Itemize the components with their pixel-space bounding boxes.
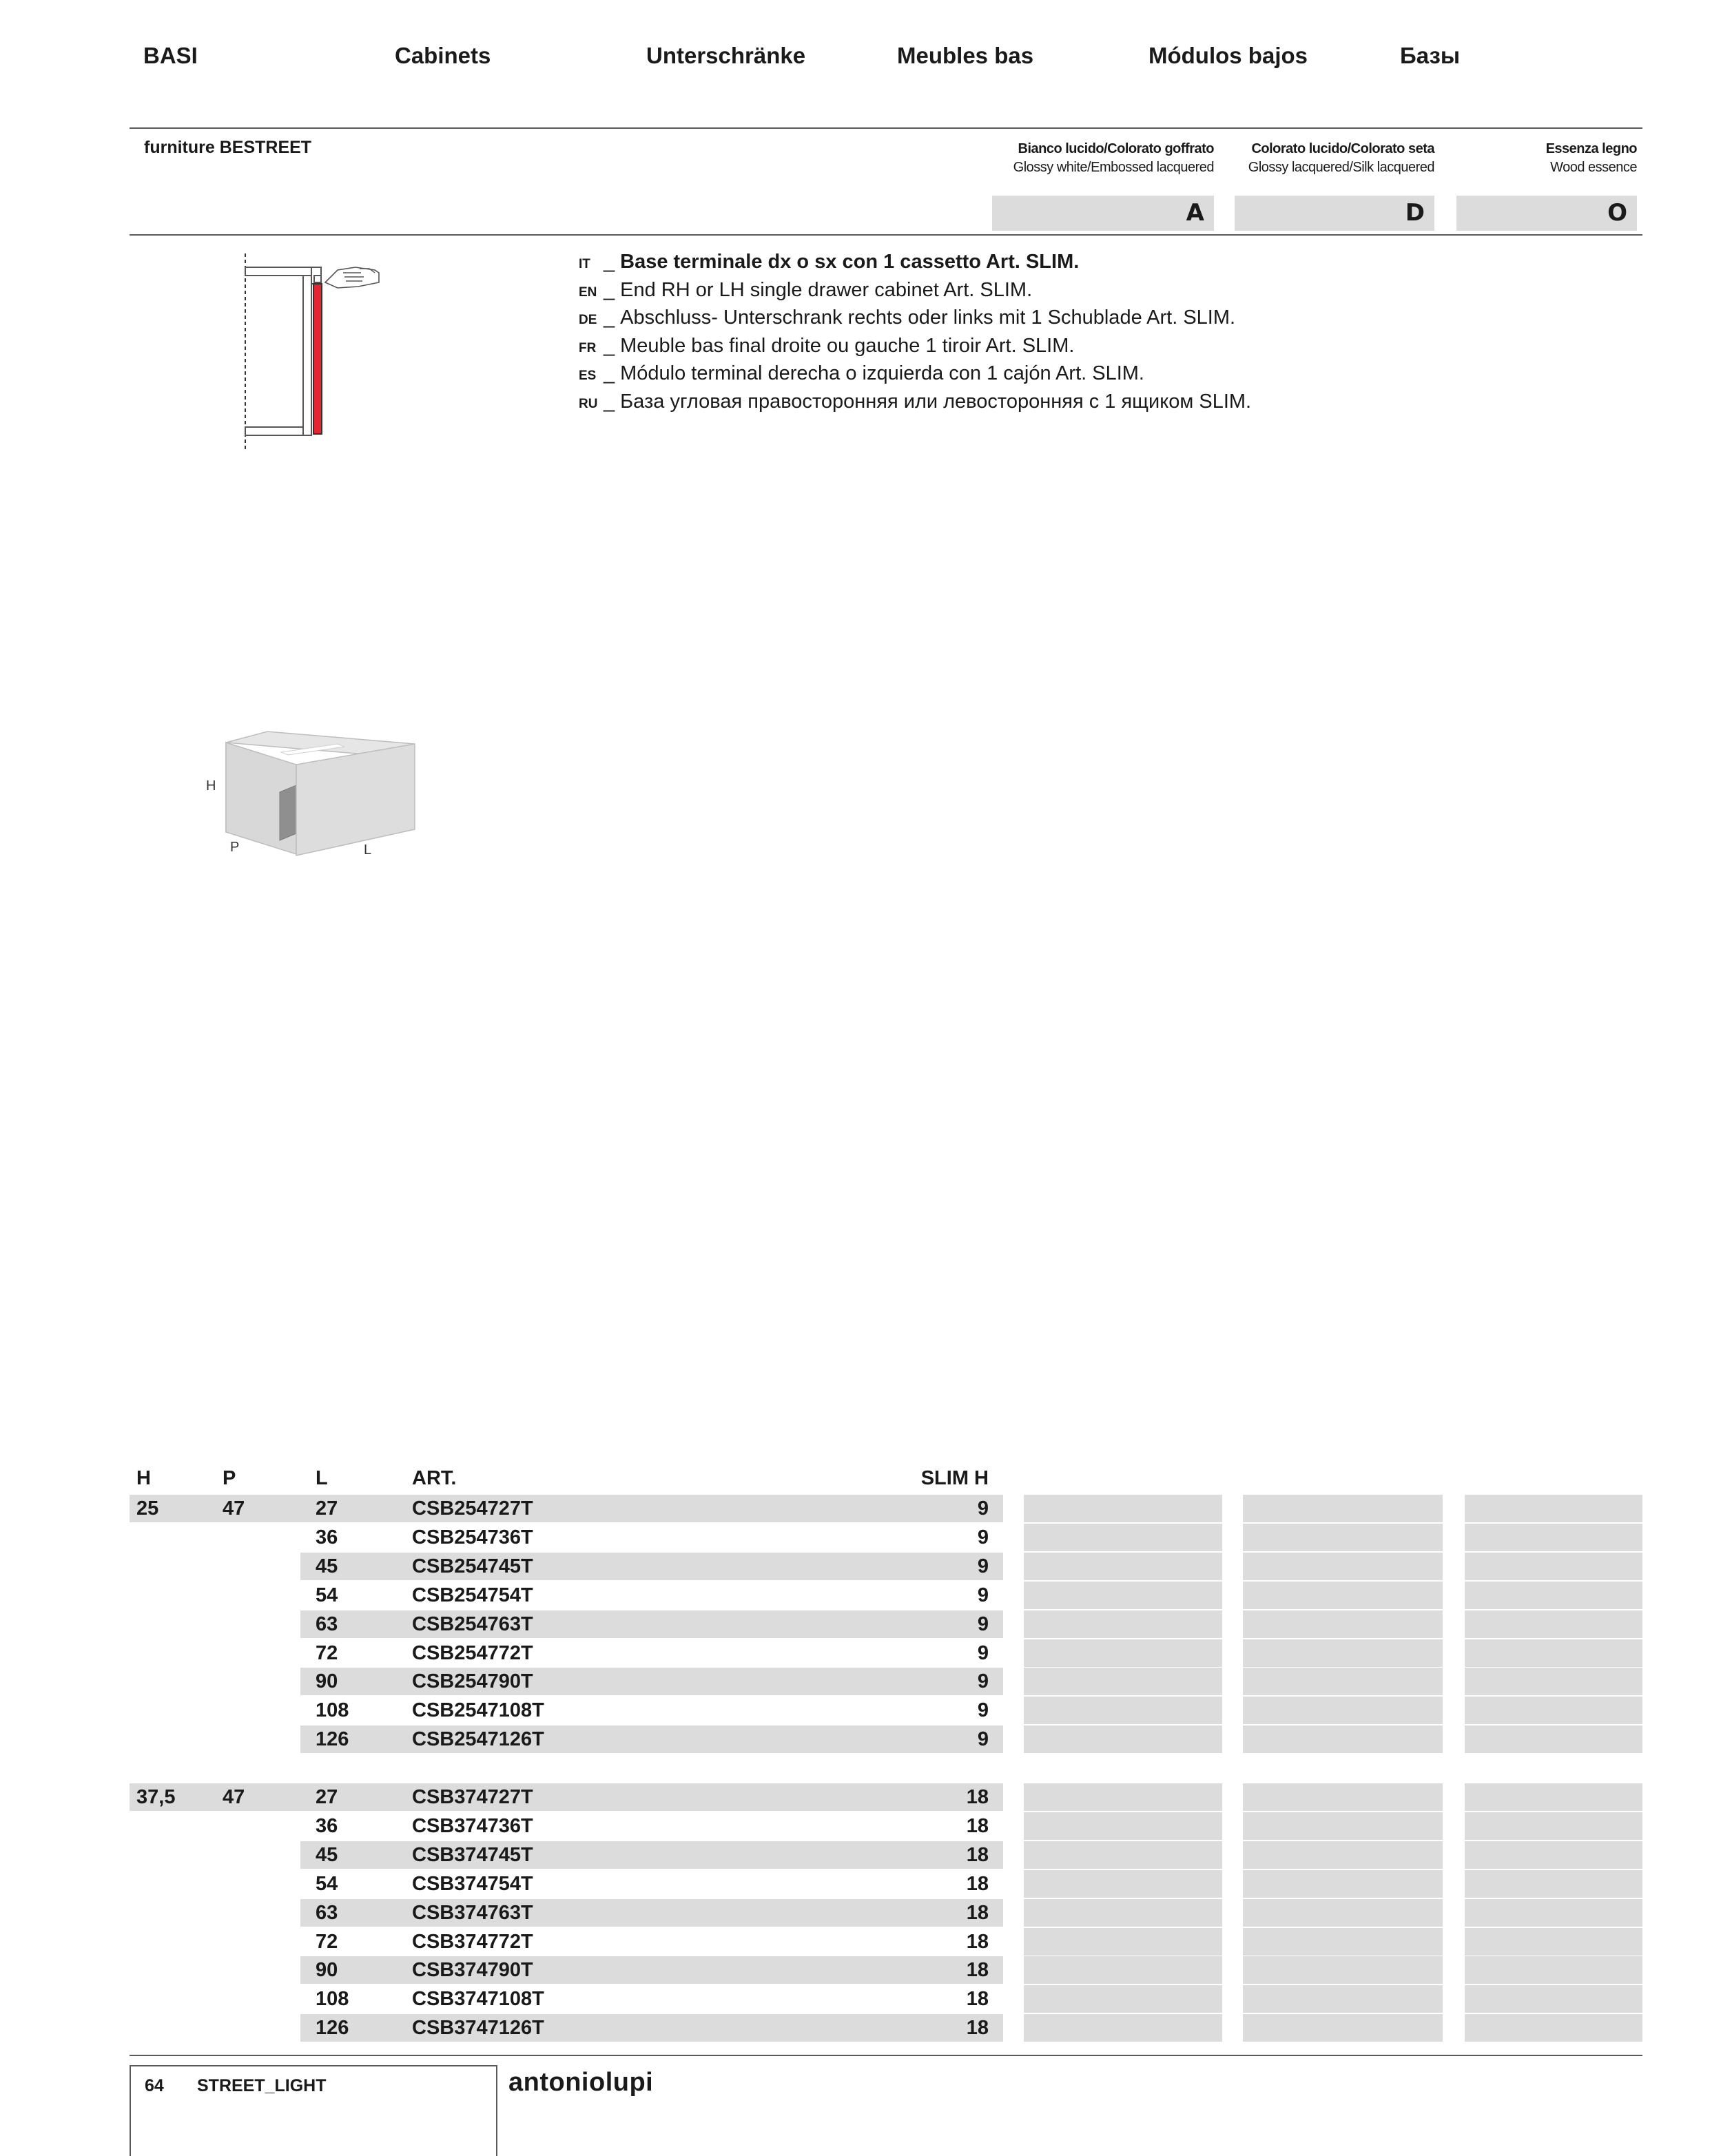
finish-d-cell (1243, 1495, 1443, 1522)
finish-a-cell (1024, 1956, 1222, 1984)
finish-o-cell (1465, 2014, 1642, 2042)
table-row (130, 1610, 1642, 1638)
finish-a-cell (1024, 1639, 1222, 1667)
finish-o-cell (1465, 1668, 1642, 1695)
dimension-label-l: L (364, 842, 372, 858)
cell-art: CSB254745T (412, 1555, 533, 1577)
finish-name: Essenza legno (1545, 141, 1637, 156)
finish-o-cell (1465, 1524, 1642, 1551)
table-row (130, 2014, 1642, 2042)
cell-slim-h: 18 (966, 1959, 989, 1982)
cell-art: CSB3747126T (412, 2017, 544, 2040)
cell-slim-h: 9 (977, 1497, 989, 1520)
cell-art: CSB374772T (412, 1930, 533, 1953)
finish-o-cell (1465, 1553, 1642, 1580)
footer-divider (130, 2055, 1642, 2056)
cell-slim-h: 18 (966, 1843, 989, 1866)
finish-o-cell (1465, 1697, 1642, 1724)
finish-subtitle: Glossy white/Embossed lacquered (1013, 160, 1214, 175)
cell-h: 37,5 (136, 1786, 176, 1808)
finish-a-cell (1024, 1899, 1222, 1927)
finish-a-cell (1024, 1668, 1222, 1695)
finish-d-cell (1243, 1697, 1443, 1724)
table-row (130, 1553, 1642, 1580)
cell-l: 36 (316, 1526, 338, 1548)
table-row (130, 1812, 1642, 1840)
cell-l: 27 (316, 1786, 338, 1808)
cell-slim-h: 9 (977, 1584, 989, 1606)
cell-art: CSB254727T (412, 1497, 533, 1520)
finish-o-cell (1465, 1610, 1642, 1638)
table-row (130, 1668, 1642, 1695)
table-header-slim-h: SLIM H (920, 1467, 989, 1489)
finish-code-a: A (992, 196, 1214, 231)
cell-slim-h: 9 (977, 1699, 989, 1722)
finish-divider (130, 234, 1642, 236)
table-header-p: P (223, 1467, 236, 1489)
cell-slim-h: 18 (966, 1872, 989, 1895)
finish-header-d (1235, 140, 1434, 177)
description-es: ES _ Módulo terminal derecha o izquierda con 1 cajón Art. SLIM. (579, 362, 1144, 384)
finish-a-cell (1024, 1985, 1222, 2013)
cell-art: CSB374727T (412, 1786, 533, 1808)
cell-l: 72 (316, 1930, 338, 1953)
collection-label: furniture BESTREET (144, 138, 312, 157)
finish-d-cell (1243, 1870, 1443, 1898)
finish-d-cell (1243, 1899, 1443, 1927)
cell-l: 45 (316, 1843, 338, 1866)
finish-d-cell (1243, 1553, 1443, 1580)
finish-o-cell (1465, 1639, 1642, 1667)
cell-slim-h: 9 (977, 1526, 989, 1548)
finish-o-cell (1465, 1899, 1642, 1927)
header-tab-meubles-bas: Meubles bas (897, 43, 1034, 68)
cell-slim-h: 9 (977, 1728, 989, 1751)
finish-a-cell (1024, 1841, 1222, 1869)
cell-slim-h: 9 (977, 1613, 989, 1635)
cell-h: 25 (136, 1497, 159, 1520)
finish-o-cell (1465, 1841, 1642, 1869)
finish-header-a (992, 140, 1214, 177)
finish-o-cell (1465, 1582, 1642, 1609)
cell-l: 36 (316, 1814, 338, 1837)
finish-d-cell (1243, 1725, 1443, 1753)
cell-l: 126 (316, 1728, 349, 1751)
finish-a-cell (1024, 1582, 1222, 1609)
cell-l: 54 (316, 1584, 338, 1606)
table-row (130, 1841, 1642, 1869)
header-tab-cabinets: Cabinets (395, 43, 491, 68)
finish-subtitle: Wood essence (1550, 160, 1637, 175)
table-row (130, 1956, 1642, 1984)
dimension-label-h: H (206, 778, 216, 794)
finish-a-cell (1024, 1783, 1222, 1811)
table-row (130, 1783, 1642, 1811)
finish-a-cell (1024, 1524, 1222, 1551)
finish-o-cell (1465, 1783, 1642, 1811)
row-stripe (130, 1495, 1003, 1522)
finish-a-cell (1024, 1553, 1222, 1580)
table-row (130, 1928, 1642, 1956)
table-row (130, 1582, 1642, 1609)
section-name: STREET_LIGHT (197, 2076, 327, 2095)
finish-d-cell (1243, 1812, 1443, 1840)
finish-a-cell (1024, 1725, 1222, 1753)
cell-l: 45 (316, 1555, 338, 1577)
finish-d-cell (1243, 1639, 1443, 1667)
cell-slim-h: 18 (966, 1814, 989, 1837)
cell-art: CSB254772T (412, 1641, 533, 1664)
cell-slim-h: 18 (966, 2017, 989, 2040)
brand-logo: antoniolupi (508, 2068, 654, 2097)
finish-d-cell (1243, 1524, 1443, 1551)
header-divider (130, 127, 1642, 129)
page-number: 64 (145, 2076, 164, 2095)
table-row (130, 1524, 1642, 1551)
cell-slim-h: 18 (966, 1988, 989, 2011)
finish-name: Colorato lucido/Colorato seta (1251, 141, 1434, 156)
cell-l: 63 (316, 1901, 338, 1924)
finish-code-o: O (1456, 196, 1637, 231)
cell-art: CSB254754T (412, 1584, 533, 1606)
cell-slim-h: 18 (966, 1901, 989, 1924)
header-tab-unterschraenke: Unterschränke (646, 43, 806, 68)
table-header-art: ART. (412, 1467, 457, 1489)
finish-o-cell (1465, 1928, 1642, 1956)
cell-p: 47 (223, 1497, 245, 1520)
header-tab-modulos-bajos: Módulos bajos (1148, 43, 1308, 68)
finish-a-cell (1024, 1928, 1222, 1956)
header-tab-basi: BASI (143, 43, 198, 68)
cabinet-plan-drawing (234, 248, 393, 455)
cell-l: 72 (316, 1641, 338, 1664)
cell-art: CSB374754T (412, 1872, 533, 1895)
cell-art: CSB2547126T (412, 1728, 544, 1751)
cell-l: 54 (316, 1872, 338, 1895)
finish-o-cell (1465, 1495, 1642, 1522)
cell-slim-h: 9 (977, 1670, 989, 1693)
table-row (130, 1899, 1642, 1927)
cell-art: CSB374736T (412, 1814, 533, 1837)
description-ru: RU _ База угловая правосторонняя или левосторонняя с 1 ящиком SLIM. (579, 390, 1252, 413)
table-row (130, 1725, 1642, 1753)
finish-d-cell (1243, 1985, 1443, 2013)
cell-l: 63 (316, 1613, 338, 1635)
finish-d-cell (1243, 1841, 1443, 1869)
cell-art: CSB254790T (412, 1670, 533, 1693)
cell-art: CSB254736T (412, 1526, 533, 1548)
table-row (130, 1985, 1642, 2013)
cell-l: 108 (316, 1988, 349, 2011)
cell-slim-h: 18 (966, 1930, 989, 1953)
finish-d-cell (1243, 1783, 1443, 1811)
finish-o-cell (1465, 1812, 1642, 1840)
finish-o-cell (1465, 1956, 1642, 1984)
cell-l: 90 (316, 1670, 338, 1693)
cell-slim-h: 9 (977, 1555, 989, 1577)
finish-a-cell (1024, 1870, 1222, 1898)
cell-art: CSB374745T (412, 1843, 533, 1866)
cell-l: 126 (316, 2017, 349, 2040)
cell-l: 90 (316, 1959, 338, 1982)
table-row (130, 1495, 1642, 1522)
finish-d-cell (1243, 1610, 1443, 1638)
finish-a-cell (1024, 1495, 1222, 1522)
finish-d-cell (1243, 1582, 1443, 1609)
row-stripe (130, 1783, 1003, 1811)
table-header-h: H (136, 1467, 151, 1489)
description-block (579, 248, 1251, 415)
cell-art: CSB374790T (412, 1959, 533, 1982)
cell-l: 27 (316, 1497, 338, 1520)
finish-o-cell (1465, 1725, 1642, 1753)
table-row (130, 1639, 1642, 1667)
table-header-l: L (316, 1467, 328, 1489)
finish-d-cell (1243, 1668, 1443, 1695)
description-en: EN _ End RH or LH single drawer cabinet Art. SLIM. (579, 278, 1033, 301)
header-tab-russian: Базы (1400, 43, 1461, 68)
finish-d-cell (1243, 1956, 1443, 1984)
table-row (130, 1697, 1642, 1724)
finish-d-cell (1243, 1928, 1443, 1956)
dimension-label-p: P (230, 840, 240, 855)
finish-subtitle: Glossy lacquered/Silk lacquered (1248, 160, 1434, 175)
cell-l: 108 (316, 1699, 349, 1722)
finish-a-cell (1024, 2014, 1222, 2042)
cabinet-3d-illustration (200, 723, 434, 861)
finish-name: Bianco lucido/Colorato goffrato (1018, 141, 1214, 156)
cell-slim-h: 9 (977, 1641, 989, 1664)
cell-art: CSB2547108T (412, 1699, 544, 1722)
description-it: IT _ Base terminale dx o sx con 1 cassetto Art. SLIM. (579, 251, 1080, 273)
finish-code-d: D (1235, 196, 1434, 231)
cell-art: CSB254763T (412, 1613, 533, 1635)
finish-d-cell (1243, 2014, 1443, 2042)
finish-header-o (1456, 140, 1637, 177)
table-row (130, 1870, 1642, 1898)
cell-p: 47 (223, 1786, 245, 1808)
cell-slim-h: 18 (966, 1786, 989, 1808)
description-de: DE _ Abschluss- Unterschrank rechts oder links mit 1 Schublade Art. SLIM. (579, 307, 1236, 329)
finish-a-cell (1024, 1697, 1222, 1724)
finish-a-cell (1024, 1812, 1222, 1840)
finish-a-cell (1024, 1610, 1222, 1638)
cell-art: CSB3747108T (412, 1988, 544, 2011)
cell-art: CSB374763T (412, 1901, 533, 1924)
description-fr: FR _ Meuble bas final droite ou gauche 1 tiroir Art. SLIM. (579, 334, 1075, 357)
finish-o-cell (1465, 1870, 1642, 1898)
finish-o-cell (1465, 1985, 1642, 2013)
